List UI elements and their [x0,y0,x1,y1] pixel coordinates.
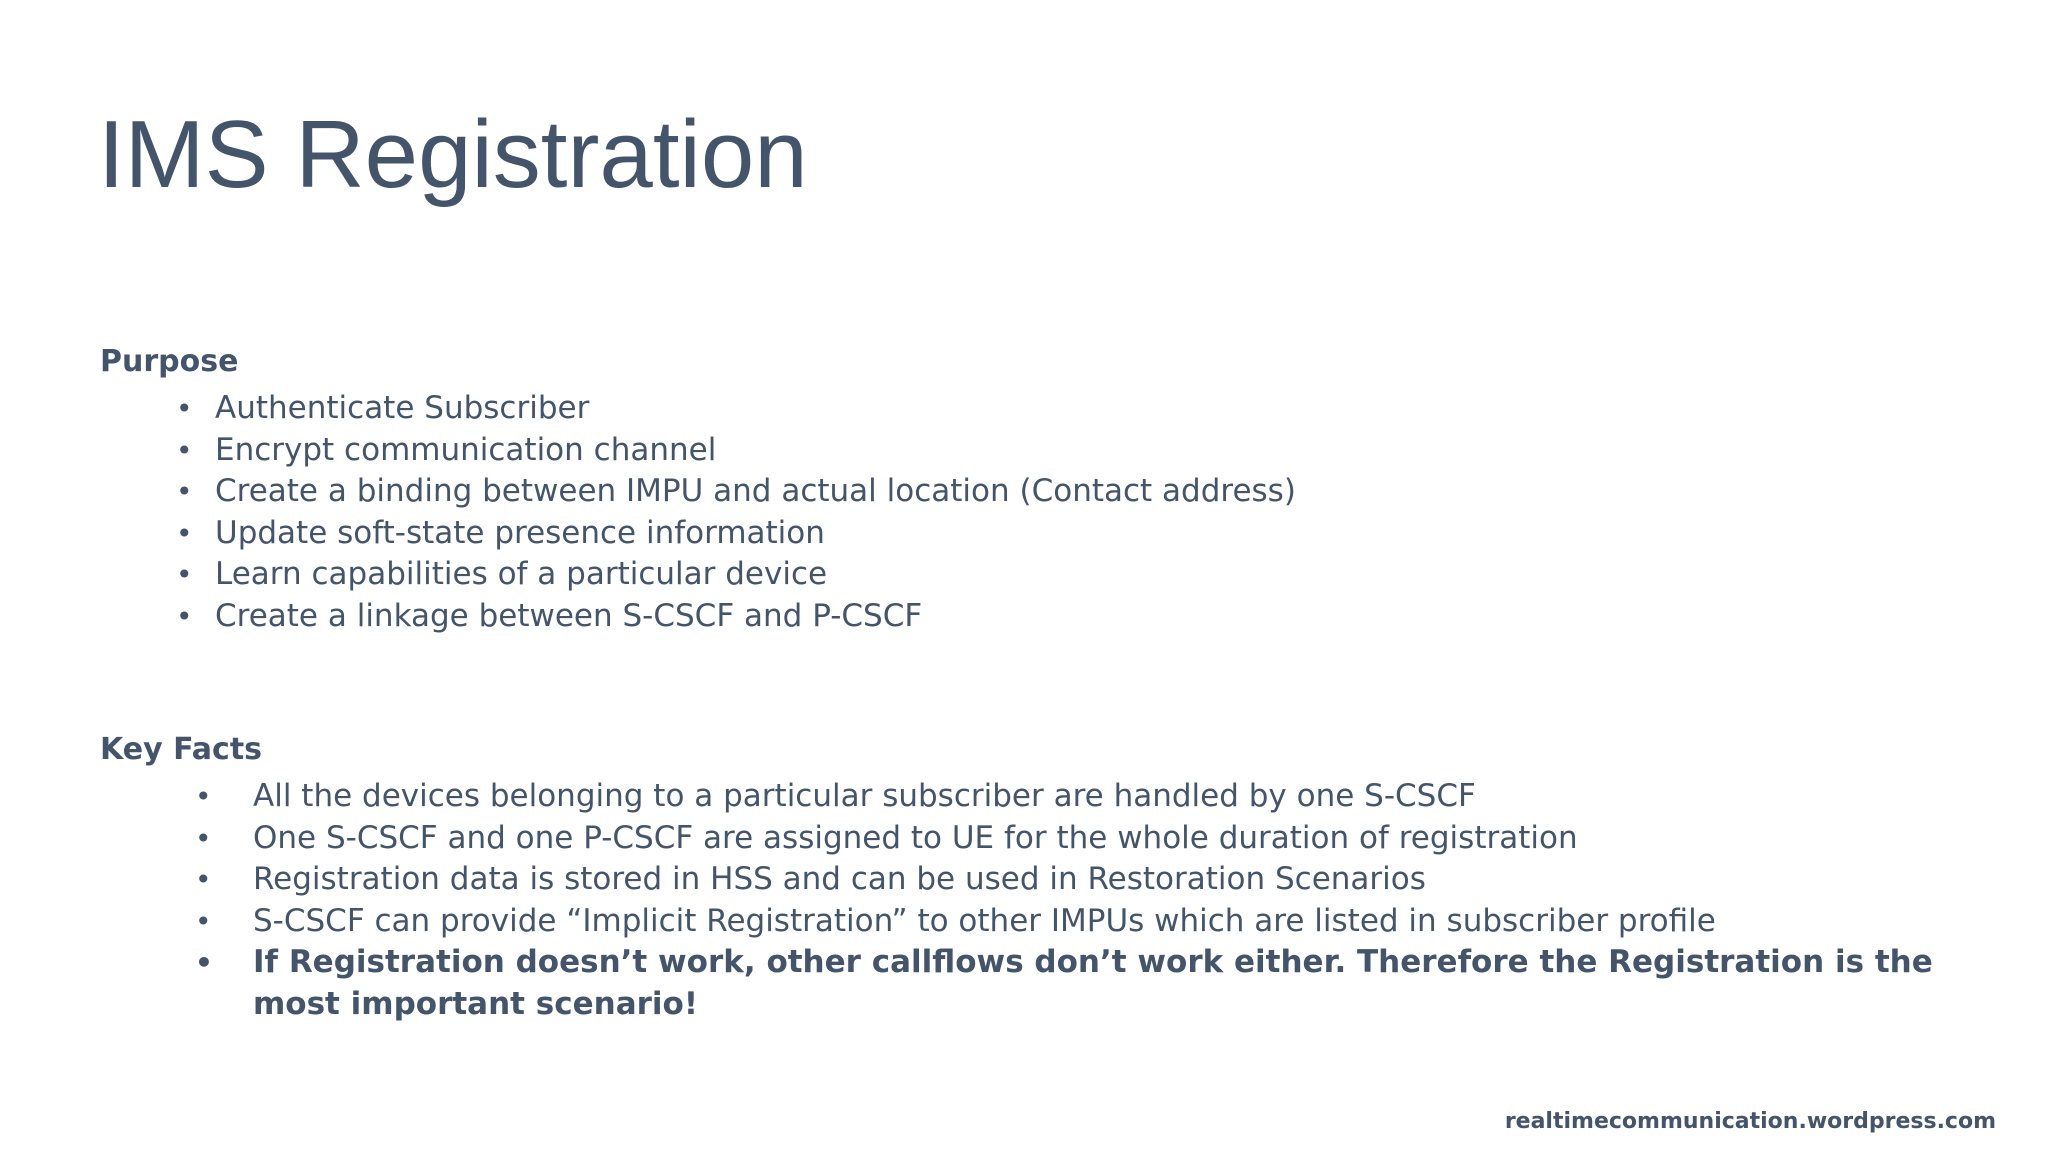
footer-source: realtimecommunication.wordpress.com [1504,1109,1996,1134]
key-facts-item [100,776,1960,818]
bullet-icon: • [176,599,193,633]
purpose-item-text: Create a binding between IMPU and actual location (Contact address) [215,473,1296,509]
bullet-icon: • [176,516,193,550]
purpose-item [100,388,1400,430]
bullet-icon: • [195,863,212,896]
bullet-icon: • [195,780,212,813]
key-facts-item-text: One S-CSCF and one P-CSCF are assigned to UE for the whole duration of registration [253,819,1578,856]
key-facts-item [100,901,1960,943]
purpose-item [100,471,1400,513]
purpose-item [100,430,1400,472]
purpose-item [100,554,1400,596]
key-facts-item-emphasis [100,942,1963,1025]
purpose-item-text: Encrypt communication channel [215,431,717,468]
bullet-icon: • [195,821,212,855]
bullet-icon: • [176,475,193,508]
bullet-icon: • [176,392,193,425]
key-facts-section [100,730,1960,1025]
slide-title: IMS Registration [98,101,808,208]
key-facts-item [100,859,1960,901]
purpose-list [100,388,1400,637]
bullet-icon: • [195,946,213,979]
purpose-item [100,513,1400,555]
purpose-item [100,596,1400,638]
bullet-icon: • [176,433,193,467]
key-facts-list [100,776,1960,1025]
bullet-icon: • [195,904,212,938]
key-facts-item [100,818,1960,860]
purpose-item-text: Learn capabilities of a particular device [215,556,828,592]
purpose-section [100,342,1400,637]
purpose-item-text: Authenticate Subscriber [215,390,590,426]
bullet-icon: • [176,558,193,591]
purpose-item-text: Create a linkage between S-CSCF and P-CSCF [215,597,923,634]
key-facts-item-text: All the devices belonging to a particular subscriber are handled by one S-CSCF [253,778,1476,814]
key-facts-heading: Key Facts [100,732,263,767]
key-facts-item-text: S-CSCF can provide “Implicit Registration” to other IMPUs which are listed in subscriber profile [253,902,1716,939]
key-facts-item-text: Registration data is stored in HSS and can be used in Restoration Scenarios [253,861,1426,897]
purpose-heading: Purpose [100,344,239,379]
purpose-item-text: Update soft-state presence information [215,514,825,551]
key-facts-item-text: If Registration doesn’t work, other callflows don’t work either. Therefore the Registration is the most important scenario! [253,944,1933,1022]
